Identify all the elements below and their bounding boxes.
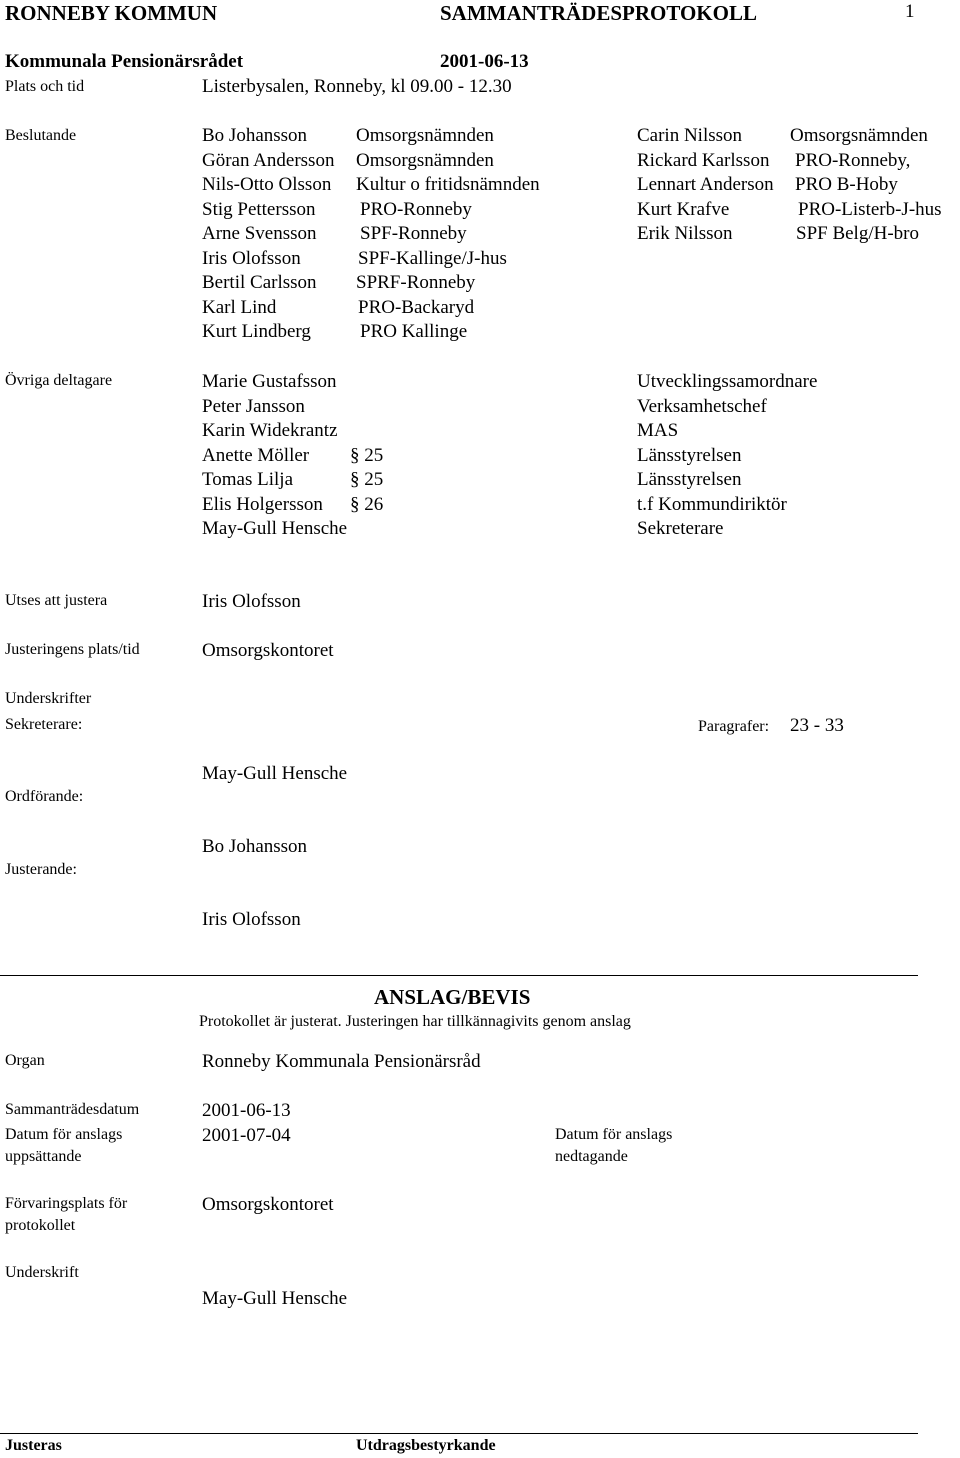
member-name: Rickard Karlsson bbox=[637, 149, 770, 171]
member-organization: SPRF-Ronneby bbox=[356, 272, 476, 293]
notice-subtitle: Protokollet är justerat. Justeringen har tillkännagivits genom anslag bbox=[199, 1013, 631, 1030]
paragraphs-value: 23 - 33 bbox=[790, 715, 844, 736]
participant-role: Sekreterare bbox=[637, 518, 724, 539]
adjust-place-label: Justeringens plats/tid bbox=[5, 641, 140, 658]
member-organization: PRO-Listerb-J-hus bbox=[798, 198, 942, 220]
participant-role: MAS bbox=[637, 420, 679, 441]
participant-name: Marie Gustafsson bbox=[202, 371, 337, 392]
committee-name: Kommunala Pensionärsrådet bbox=[5, 51, 244, 72]
org-name: RONNEBY KOMMUN bbox=[5, 1, 218, 25]
member-organization: PRO B-Hoby bbox=[795, 174, 898, 195]
paragraphs-label: Paragrafer: bbox=[698, 718, 770, 735]
member-name: Arne Svensson bbox=[202, 223, 317, 244]
posted-label-line1: Datum för anslags bbox=[5, 1126, 123, 1143]
chair-label: Ordförande: bbox=[5, 788, 84, 805]
decision-makers-label: Beslutande bbox=[5, 127, 77, 144]
chair-name: Bo Johansson bbox=[202, 836, 308, 857]
member-organization: PRO-Ronneby, bbox=[795, 149, 911, 171]
posted-date-value: 2001-07-04 bbox=[202, 1125, 291, 1146]
storage-label-line1: Förvaringsplats för bbox=[5, 1195, 128, 1212]
signature-name: May-Gull Hensche bbox=[202, 1288, 348, 1309]
page-number: 1 bbox=[905, 1, 915, 22]
adjuster-name: Iris Olofsson bbox=[202, 909, 301, 930]
participant-role: Utvecklingssamordnare bbox=[637, 371, 818, 392]
meeting-date: 2001-06-13 bbox=[440, 51, 529, 72]
document-type: SAMMANTRÄDESPROTOKOLL bbox=[440, 1, 757, 25]
member-name: Lennart Anderson bbox=[637, 174, 774, 195]
divider-top bbox=[0, 975, 918, 976]
member-organization: Omsorgsnämnden bbox=[790, 125, 928, 146]
member-organization: PRO Kallinge bbox=[360, 321, 468, 342]
signature-label: Underskrift bbox=[5, 1264, 79, 1281]
member-name: Karl Lind bbox=[202, 296, 277, 318]
participant-role: Verksamhetschef bbox=[637, 395, 767, 417]
member-name: Göran Andersson bbox=[202, 149, 335, 171]
participant-name: May-Gull Hensche bbox=[202, 518, 348, 539]
organ-value: Ronneby Kommunala Pensionärsråd bbox=[202, 1051, 481, 1072]
secretary-name: May-Gull Hensche bbox=[202, 763, 348, 784]
member-name: Bertil Carlsson bbox=[202, 272, 317, 293]
removed-label-line2: nedtagande bbox=[555, 1148, 628, 1165]
footer-justeras: Justeras bbox=[5, 1437, 62, 1454]
divider-bottom bbox=[0, 1433, 918, 1434]
adjust-value: Iris Olofsson bbox=[202, 591, 301, 612]
member-organization: SPF Belg/H-bro bbox=[796, 223, 919, 244]
storage-value: Omsorgskontoret bbox=[202, 1194, 334, 1215]
member-name: Stig Pettersson bbox=[202, 198, 316, 220]
participant-name: Peter Jansson bbox=[202, 395, 305, 417]
participant-role: Länsstyrelsen bbox=[637, 444, 742, 466]
participant-role: t.f Kommundiriktör bbox=[637, 493, 787, 515]
member-name: Iris Olofsson bbox=[202, 247, 301, 269]
participant-name: Anette Möller bbox=[202, 444, 310, 466]
member-organization: PRO-Ronneby bbox=[360, 198, 472, 220]
participant-paragraph: § 25 bbox=[350, 444, 384, 466]
member-name: Kurt Lindberg bbox=[202, 321, 311, 342]
other-participants-label: Övriga deltagare bbox=[5, 372, 113, 389]
storage-label-line2: protokollet bbox=[5, 1217, 76, 1234]
member-name: Nils-Otto Olsson bbox=[202, 174, 332, 195]
member-name: Carin Nilsson bbox=[637, 125, 743, 146]
signatures-heading: Underskrifter bbox=[5, 690, 92, 707]
participant-paragraph: § 26 bbox=[350, 493, 384, 515]
member-organization: SPF-Kallinge/J-hus bbox=[358, 247, 507, 269]
member-name: Bo Johansson bbox=[202, 125, 308, 146]
member-organization: Kultur o fritidsnämnden bbox=[356, 174, 540, 195]
meeting-date-label: Sammanträdesdatum bbox=[5, 1101, 140, 1118]
notice-title: ANSLAG/BEVIS bbox=[374, 985, 531, 1009]
adjuster-label: Justerande: bbox=[5, 861, 77, 878]
member-organization: PRO-Backaryd bbox=[358, 296, 475, 318]
posted-label-line2: uppsättande bbox=[5, 1148, 82, 1165]
removed-label-line1: Datum för anslags bbox=[555, 1126, 673, 1143]
participant-name: Karin Widekrantz bbox=[202, 420, 338, 441]
place-time-label: Plats och tid bbox=[5, 78, 85, 95]
member-name: Kurt Krafve bbox=[637, 198, 730, 220]
adjust-label: Utses att justera bbox=[5, 592, 108, 609]
meeting-date-value: 2001-06-13 bbox=[202, 1100, 291, 1121]
member-organization: Omsorgsnämnden bbox=[356, 149, 494, 171]
place-time-value: Listerbysalen, Ronneby, kl 09.00 - 12.30 bbox=[202, 76, 512, 97]
member-organization: SPF-Ronneby bbox=[360, 223, 467, 244]
secretary-label: Sekreterare: bbox=[5, 716, 83, 733]
participant-paragraph: § 25 bbox=[350, 469, 384, 490]
member-name: Erik Nilsson bbox=[637, 223, 733, 244]
organ-label: Organ bbox=[5, 1052, 45, 1069]
participant-name: Tomas Lilja bbox=[202, 469, 294, 490]
participant-role: Länsstyrelsen bbox=[637, 469, 742, 490]
member-organization: Omsorgsnämnden bbox=[356, 125, 494, 146]
footer-extract-certification: Utdragsbestyrkande bbox=[356, 1437, 496, 1454]
adjust-place-value: Omsorgskontoret bbox=[202, 640, 334, 661]
participant-name: Elis Holgersson bbox=[202, 493, 323, 515]
